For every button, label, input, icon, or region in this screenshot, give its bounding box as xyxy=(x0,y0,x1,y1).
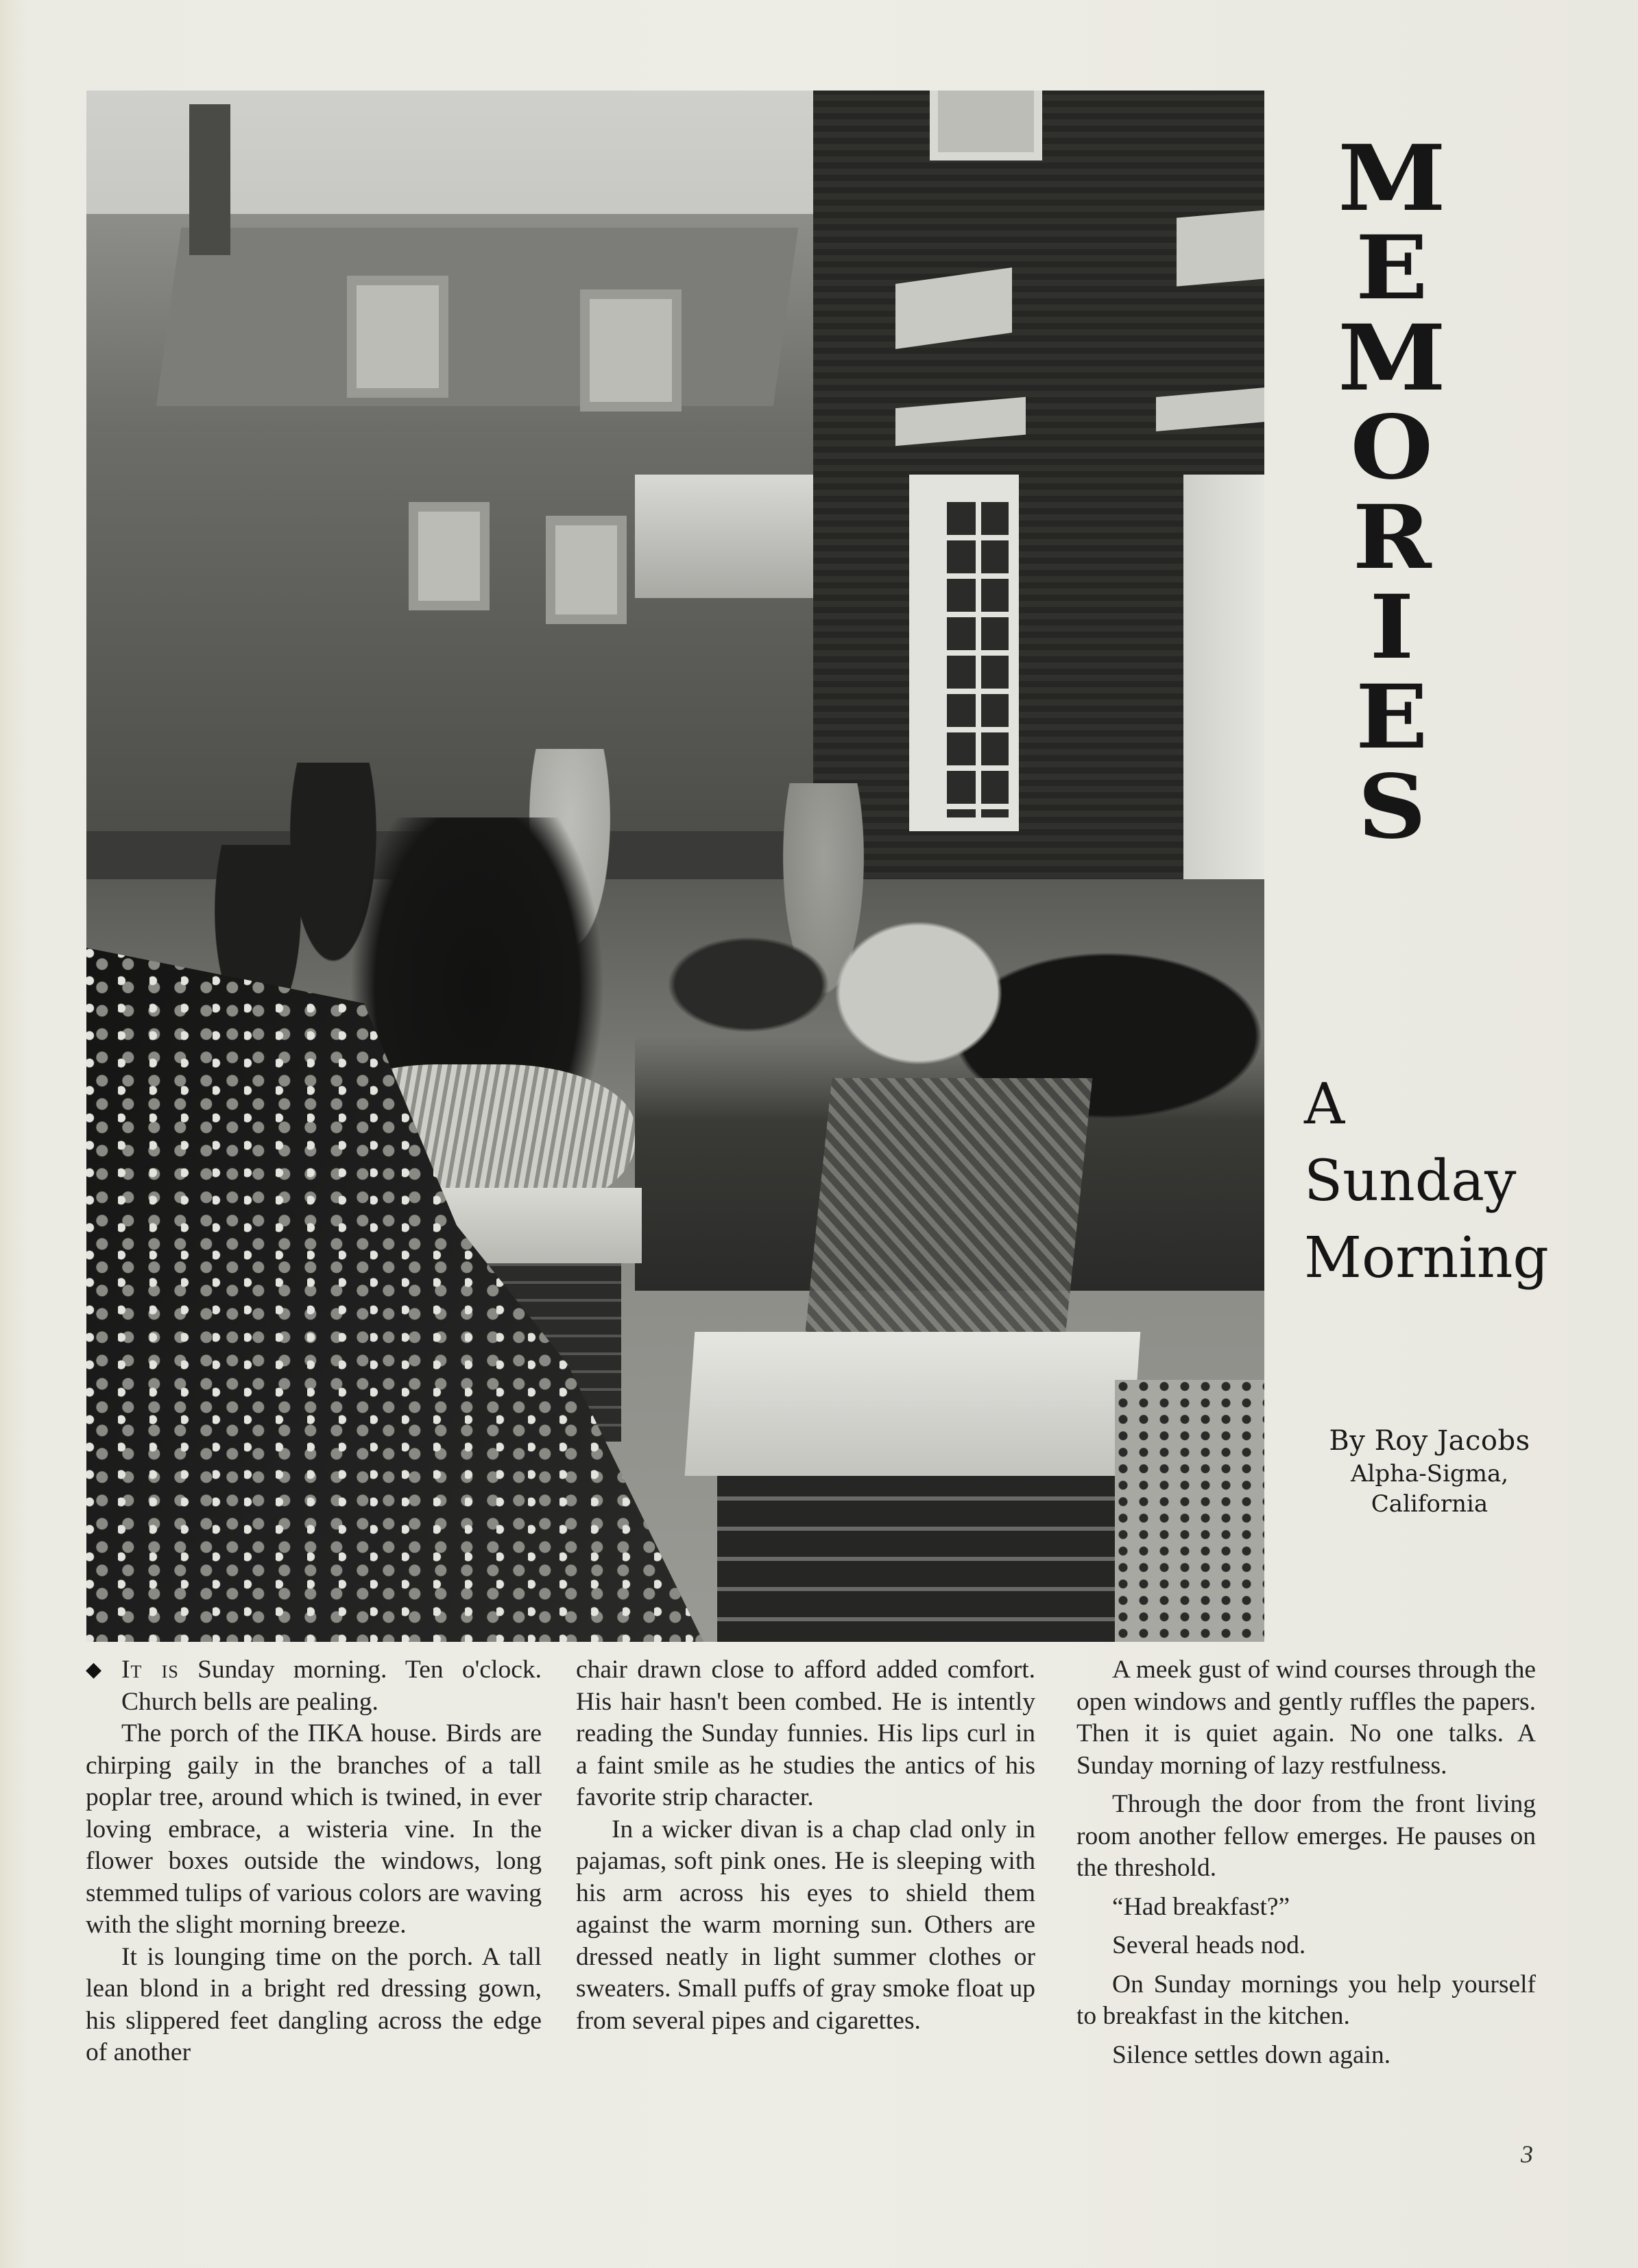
title-letter: R xyxy=(1352,486,1432,589)
subtitle-line: Sunday xyxy=(1304,1149,1517,1214)
photo-dormer-window xyxy=(580,289,682,411)
paragraph-text: Sunday morning. Ten o'clock. Church bells are pealing. xyxy=(121,1656,542,1716)
photo-house-window xyxy=(409,502,490,610)
paragraph: On Sunday mornings you help yourself to breakfast in the kitchen. xyxy=(1076,1970,1536,2030)
photo-dormer-window xyxy=(347,276,448,398)
paragraph: Through the door from the front living room another fellow emerges. He pauses on the threshold. xyxy=(1076,1790,1536,1882)
paragraph: A meek gust of wind courses through the open windows and gently ruffles the papers. Then it is quiet again. No one talks. A Sunday morning of lazy restfulness. xyxy=(1076,1656,1536,1780)
photo-background-roof xyxy=(156,228,799,406)
photo-chimney xyxy=(189,104,230,255)
paragraph: It is lounging time on the porch. A tall lean blond in a bright red dressing gown, his slippered feet dangling across the edge of another xyxy=(86,1942,542,2066)
paragraph: Several heads nod. xyxy=(1112,1931,1306,1959)
photo-brick-pillar xyxy=(717,1476,1115,1642)
title-letter: E xyxy=(1356,217,1428,320)
diamond-bullet-icon: ◆ xyxy=(86,1658,102,1681)
photo-stone-lintel xyxy=(1177,210,1264,286)
dialogue-line: “Had breakfast?” xyxy=(1112,1892,1290,1921)
title-letter: O xyxy=(1350,396,1434,499)
photo-upper-window xyxy=(930,91,1042,160)
title-letter: I xyxy=(1369,576,1414,679)
photo-fallen-leaves xyxy=(1115,1380,1264,1642)
paragraph: Silence settles down again. xyxy=(1112,2040,1391,2069)
byline xyxy=(1303,1423,1556,1519)
byline-chapter: Alpha-Sigma, xyxy=(1350,1460,1509,1488)
paragraph-continued: chair drawn close to afford added comfort. His hair hasn't been combed. He is intently reading the Sunday funnies. His lips curl in a faint smile as he studies the antics of his favorite strip character. xyxy=(576,1656,1035,1811)
porch-photograph xyxy=(86,91,1264,1642)
page-number: 3 xyxy=(1521,2140,1533,2168)
lead-paragraph xyxy=(86,1654,542,1718)
photo-house-window xyxy=(546,516,627,624)
paragraph: The porch of the ΠKA house. Birds are chirping gaily in the branches of a tall poplar tree, around which is twined, in ever loving embrace, a wisteria vine. In the flower boxes outside the windows, long stemmed tulips of various colors are waving with the slight morning breeze. xyxy=(86,1719,542,1939)
article-body xyxy=(86,1654,1539,2134)
title-letter: E xyxy=(1356,666,1428,769)
subtitle-line: Morning xyxy=(1304,1226,1549,1291)
text-column-3 xyxy=(1076,1654,1536,2071)
title-letter: S xyxy=(1358,756,1426,859)
text-column-1 xyxy=(86,1654,542,2069)
byline-state: California xyxy=(1371,1490,1489,1518)
byline-author: By Roy Jacobs xyxy=(1329,1425,1530,1457)
article-title-vertical xyxy=(1303,126,1481,859)
article-subtitle xyxy=(1304,1066,1549,1297)
paragraph: In a wicker divan is a chap clad only in pajamas, soft pink ones. He is sleeping with his arm across his eyes to shield them against the warm morning sun. Others are dressed neatly in light summer clothes or sweaters. Small puffs of gray smoke float up from several pipes and cigarettes. xyxy=(576,1815,1036,2035)
lead-smallcaps: It is xyxy=(121,1656,179,1684)
text-column-2 xyxy=(576,1654,1035,2037)
photo-pillar-cap xyxy=(685,1332,1141,1476)
subtitle-line: A xyxy=(1304,1072,1345,1137)
title-letter: M xyxy=(1338,126,1446,232)
title-letter: M xyxy=(1338,305,1446,411)
photo-french-door-panes xyxy=(947,502,1009,817)
